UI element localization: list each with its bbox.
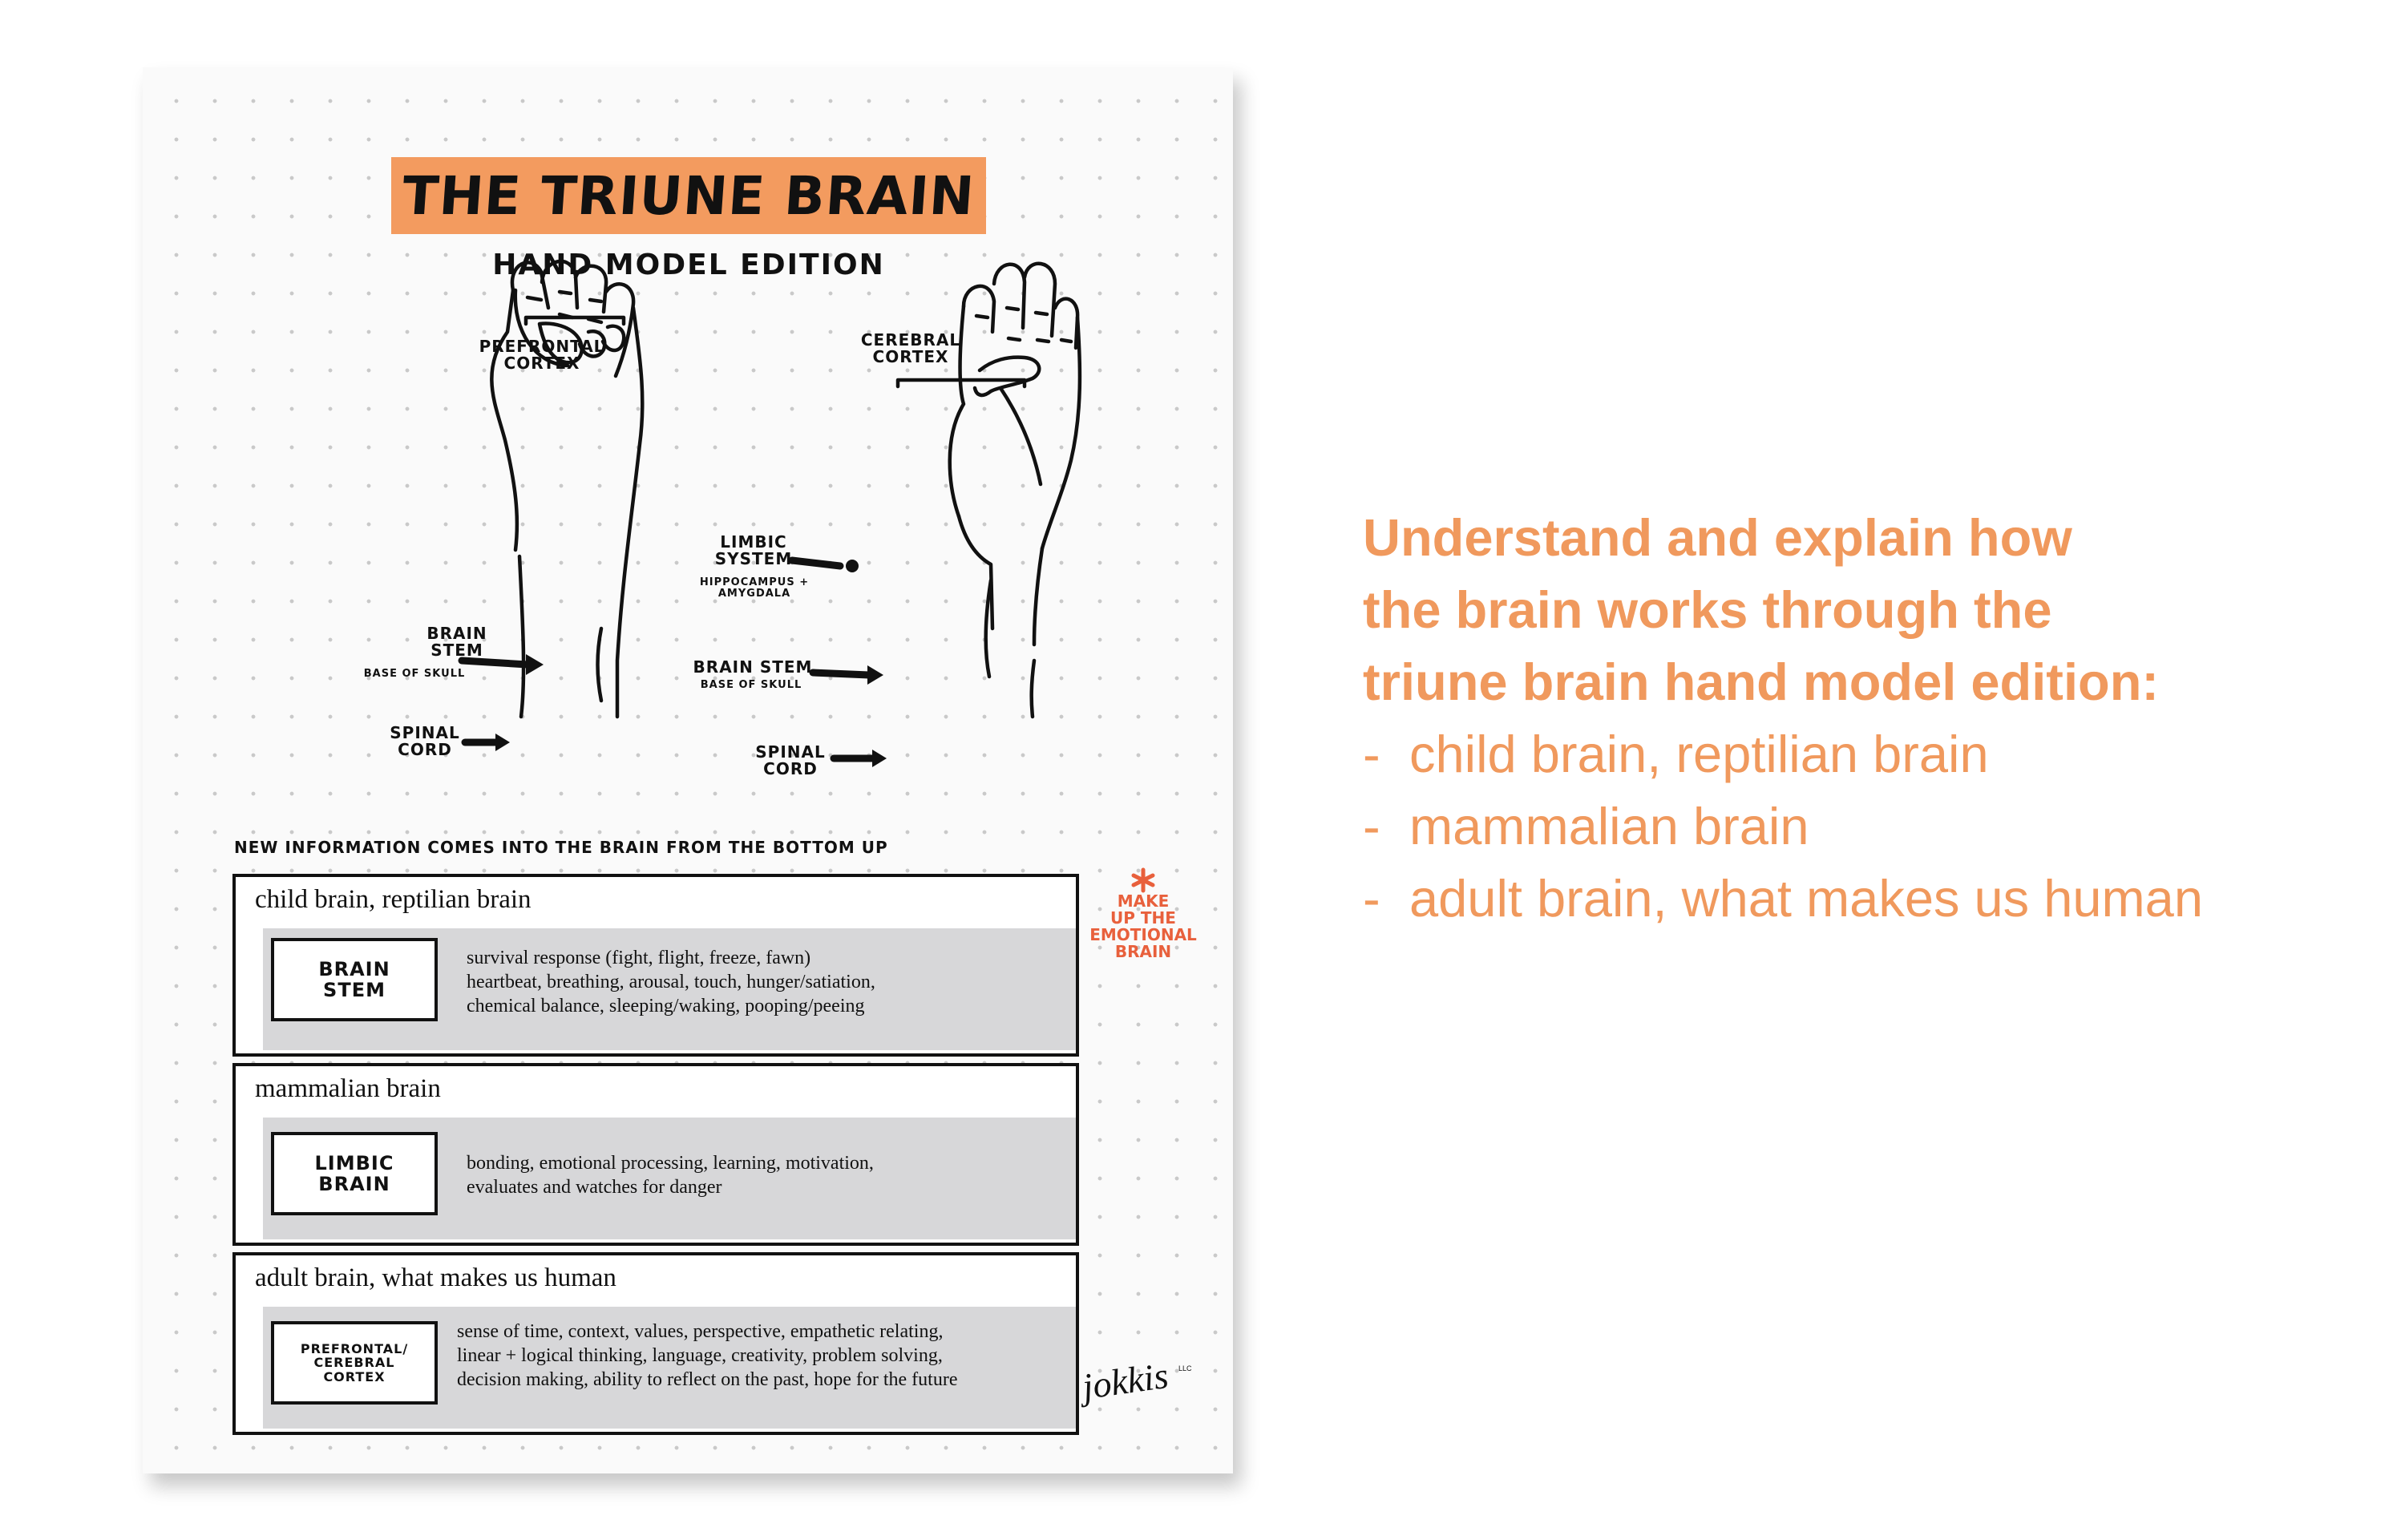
label-prefrontal-cortex: PREFRONTAL CORTEX xyxy=(479,337,605,373)
bullet-dash: - xyxy=(1363,797,1380,855)
emotional-brain-note: MAKE UP THE EMOTIONAL BRAIN xyxy=(1089,891,1197,961)
tier-title: mammalian brain xyxy=(255,1074,441,1103)
list-item xyxy=(1363,863,2325,935)
left-hand-drawing xyxy=(491,261,642,717)
desc-line: sense of time, context, values, perspective, empathetic relating, xyxy=(457,1321,944,1342)
desc-line: evaluates and watches for danger xyxy=(467,1177,722,1198)
side-heading xyxy=(1363,502,2325,718)
info-line: NEW INFORMATION COMES INTO THE BRAIN FROM THE BOTTOM UP xyxy=(234,838,888,857)
tier-title: child brain, reptilian brain xyxy=(255,885,532,914)
list-item xyxy=(1363,718,2325,790)
page-subtitle: HAND MODEL EDITION xyxy=(492,249,885,281)
tier-description xyxy=(467,1151,874,1199)
desc-line: decision making, ability to reflect on the past, hope for the future xyxy=(457,1369,958,1390)
desc-line: survival response (fight, flight, freeze, fawn) xyxy=(467,948,811,968)
list-item-text: child brain, reptilian brain xyxy=(1409,725,1989,783)
list-item-text: mammalian brain xyxy=(1409,797,1809,855)
tier-mammalian-brain xyxy=(232,1063,1079,1246)
page-title: THE TRIUNE BRAIN xyxy=(400,164,977,227)
label-hippocampus-amygdala: HIPPOCAMPUS + AMYGDALA xyxy=(699,576,810,600)
label-cerebral-cortex: CEREBRAL CORTEX xyxy=(860,330,961,366)
tier-panel xyxy=(263,1118,1076,1239)
side-description xyxy=(1363,502,2325,935)
side-list xyxy=(1363,718,2325,935)
heading-line: the brain works through the xyxy=(1363,580,2052,639)
desc-line: heartbeat, breathing, arousal, touch, hunger/satiation, xyxy=(467,972,875,992)
signature-logo: jokkis xyxy=(1079,1354,1171,1408)
list-item-text: adult brain, what makes us human xyxy=(1409,869,2203,928)
right-stem-arrow xyxy=(813,673,869,675)
list-item xyxy=(1363,790,2325,863)
heading-line: triune brain hand model edition: xyxy=(1363,653,2160,711)
label-left-spinal-cord: SPINAL CORD xyxy=(390,723,460,759)
brain-stem-box: BRAIN STEM xyxy=(271,938,438,1021)
tier-panel xyxy=(263,928,1076,1050)
heading-line: Understand and explain how xyxy=(1363,508,2072,567)
desc-line: linear + logical thinking, language, creativity, problem solving, xyxy=(457,1345,943,1366)
label-right-brain-stem: BRAIN STEM xyxy=(693,657,813,677)
limbic-brain-box: LIMBIC BRAIN xyxy=(271,1132,438,1215)
tier-adult-brain xyxy=(232,1252,1079,1435)
worksheet-page xyxy=(143,67,1233,1473)
asterisk-icon xyxy=(1134,870,1153,891)
bullet-dash: - xyxy=(1363,869,1380,928)
tier-child-brain xyxy=(232,874,1079,1057)
hand-model-illustration xyxy=(143,67,1233,917)
right-hand-drawing xyxy=(950,264,1080,717)
tier-description xyxy=(467,946,875,1018)
label-right-base-of-skull: BASE OF SKULL xyxy=(700,679,802,691)
label-left-brain-stem: BRAIN STEM xyxy=(426,624,487,660)
prefrontal-cortex-box: PREFRONTAL/ CEREBRAL CORTEX xyxy=(271,1321,438,1405)
label-limbic-system: LIMBIC SYSTEM xyxy=(714,532,793,568)
label-left-base-of-skull: BASE OF SKULL xyxy=(363,668,466,680)
desc-line: bonding, emotional processing, learning, motivation, xyxy=(467,1153,874,1174)
label-right-spinal-cord: SPINAL CORD xyxy=(755,742,826,778)
signature-llc: LLC xyxy=(1178,1364,1192,1372)
bullet-dash: - xyxy=(1363,725,1380,783)
tier-panel xyxy=(263,1307,1076,1429)
left-stem-arrow xyxy=(462,661,527,665)
desc-line: chemical balance, sleeping/waking, pooping/peeing xyxy=(467,996,865,1017)
tier-title: adult brain, what makes us human xyxy=(255,1263,616,1292)
tier-description xyxy=(457,1320,957,1392)
